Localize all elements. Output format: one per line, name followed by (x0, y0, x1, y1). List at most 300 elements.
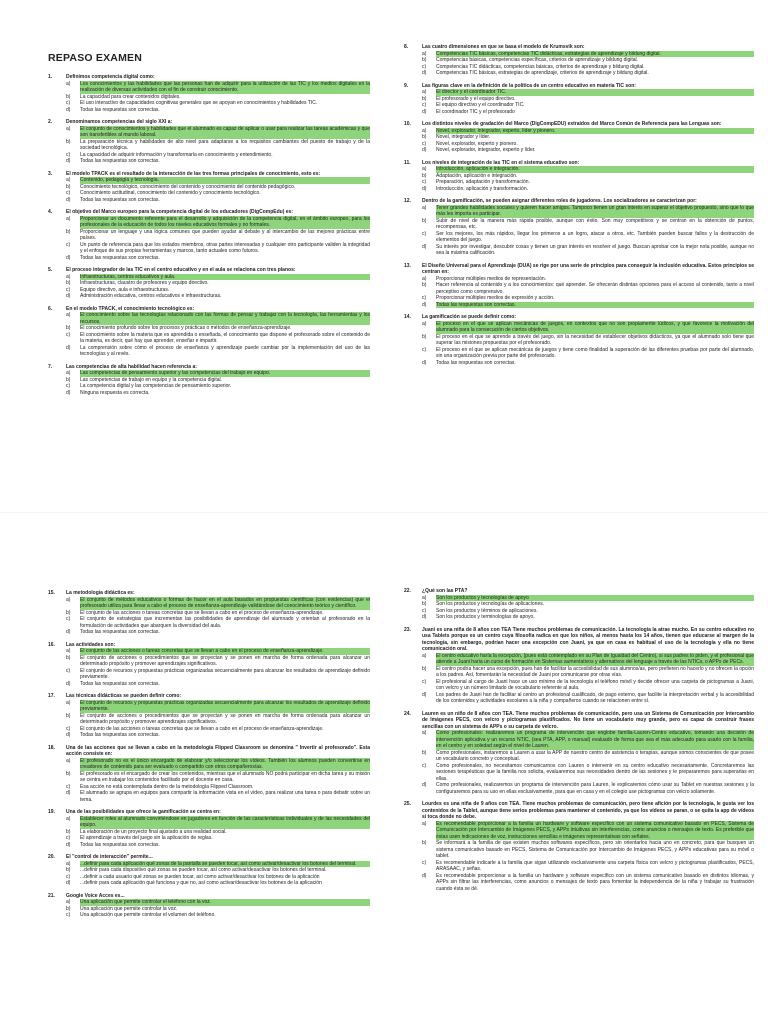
highlighted-answer-text: Es recomendable proporcionar a la familia un hardware y software específico con un sistema comunicativo basado en PECS, Sistema de Comunicación por Intercambio de Imágenes PECS, y APPs intuitivas sin interferencias, como anuncios o mensajes de texto. Es preferible que éstas usen indicaciones de voz, instrucciones sencillas e imágenes representativas con señales. (436, 820, 754, 840)
question-item (48, 745, 370, 804)
option-letter: b) (422, 749, 427, 756)
highlighted-answer-text: El conjunto de recursos y propuestas prácticas organizadas secuencialmente para alcanzar los resultados de aprendizaje definido previamente. (80, 699, 370, 712)
question-text: Una de las acciones que se llevan a cabo en la metodología Flipped Classroom se denomina " Invertir al profesorado". Esta acción consiste en: (66, 744, 370, 757)
highlighted-answer-text: Tener grandes habilidades sociales y quieren hacer amigos. Tampoco tienen un gran interés en superar el objetivo propuesto, sino que lo que más les importa es participar. (436, 204, 754, 217)
option-letter: d) (66, 196, 71, 203)
option-letter: a) (66, 177, 71, 183)
question-text: Denominamos competencias del siglo XXI a: (66, 119, 173, 125)
option-letter: b) (422, 665, 427, 672)
answer-option (66, 332, 370, 345)
option-letter: d) (66, 344, 71, 351)
option-letter: b) (66, 376, 71, 383)
option-letter: b) (66, 712, 71, 719)
answer-option (66, 255, 370, 262)
option-letter: d) (422, 614, 427, 620)
question-item (404, 121, 754, 154)
answer-option (66, 139, 370, 152)
option-text: Novel, explorador, integrador, experto y líder. (436, 147, 536, 153)
highlighted-answer-text: El conjunto de las acciones o tareas concretas que se llevan a cabo en el proceso de enseñanza-aprendizaje. (80, 648, 370, 655)
question-list (48, 512, 370, 919)
option-text: Todas las respuestas son correctas. (80, 158, 160, 164)
option-letter: a) (422, 166, 427, 172)
answer-option (66, 242, 370, 255)
question-text: Juani es una niña de 8 años con TEA Tiene muchos problemas de comunicación. La tecnología la atrae mucho. En su centro educativo no usa Tablets porque es un centro cuya filosofía radica en que los niños, al menos hasta los 14 años, tienen que educarse al margen de la tecnología, sin embargo, podrían hacer una excepción con Juani, ya que en casa es habitual el uso de la tecnología y ella no tiene comunicación oral. (422, 626, 754, 652)
option-letter: b) (66, 228, 71, 235)
question-text: En el modelo TPACK, el conocimiento tecnológico es: (66, 305, 195, 312)
question-body (66, 854, 370, 887)
highlighted-answer-text: El conocimiento sobre las tecnologías relacionado con las formas de pensar y trabajar con la tecnología, las herramientas y los recursos. (80, 312, 370, 325)
option-letter: c) (422, 762, 427, 769)
option-letter: b) (422, 172, 427, 179)
answer-option (422, 614, 754, 621)
question-item (48, 590, 370, 636)
question-text: El proceso integrador de las TIC en el centro educativo y en el aula se relaciona con tres planos: (66, 267, 296, 273)
question-list (404, 512, 754, 892)
question-body (66, 893, 370, 919)
option-text: La elaboración de un proyecto final ajustado a una realidad social. (80, 828, 227, 835)
question-text: Una de las posibilidades que ofrece la gamificación se centra en: (66, 809, 221, 815)
question-body (66, 642, 370, 688)
answer-option-correct (66, 126, 370, 139)
highlighted-answer-text: Todas las respuestas son correctas. (436, 302, 754, 309)
answer-option (66, 842, 370, 849)
option-letter: d) (422, 872, 427, 879)
option-letter: d) (66, 254, 71, 261)
question-number: 4. (48, 209, 53, 215)
question-body (66, 267, 370, 300)
answer-option (66, 668, 370, 681)
option-letter: d) (66, 389, 71, 396)
question-number: 23. (404, 626, 411, 633)
question-number: 1. (48, 74, 53, 80)
option-letter: a) (422, 89, 427, 95)
option-text: Novel, explorador, experto y pionero. (436, 140, 518, 147)
option-text: El conocimiento profundo sobre los procesos y prácticas o métodos de enseñanza-aprendizaje. (80, 325, 292, 331)
option-letter: d) (66, 629, 71, 635)
answer-option-correct (422, 821, 754, 841)
question-item (48, 893, 370, 919)
option-letter: c) (422, 607, 427, 614)
answer-option (66, 616, 370, 629)
option-letter: d) (66, 732, 71, 738)
question-item (48, 119, 370, 165)
option-text: El conjunto de las acciones o tareas concretas que se llevan a cabo en el proceso de enseñanza-aprendizaje. (80, 609, 324, 616)
option-letter: a) (66, 699, 71, 706)
answer-option (422, 231, 754, 244)
option-letter: d) (422, 301, 427, 308)
option-letter: c) (422, 678, 427, 685)
question-text: Las cuatro dimensiones en que se basa el modelo de Krumsvik son: (422, 44, 585, 50)
question-item (48, 306, 370, 358)
answer-option (422, 750, 754, 763)
question-item (48, 209, 370, 261)
option-letter: a) (422, 204, 427, 211)
question-body (422, 160, 754, 193)
answer-option (66, 229, 370, 242)
question-body (422, 627, 754, 705)
question-text: El "control de interacción" permite... (66, 854, 153, 860)
answer-option-correct (66, 597, 370, 610)
question-text: Las técnicas didácticas se pueden definir como: (66, 693, 182, 699)
question-text: El Diseño Universal para el Aprendizaje (DUA) se rige por una serie de principios para conseguir la inclusión educativa. Estos principios se centran en: (422, 262, 754, 275)
option-letter: b) (66, 93, 71, 100)
option-letter: b) (66, 609, 71, 616)
option-letter: c) (66, 100, 71, 106)
question-number: 5. (48, 267, 53, 273)
answer-option (66, 790, 370, 803)
question-body (422, 711, 754, 796)
answer-option (422, 679, 754, 692)
question-item (48, 171, 370, 204)
question-body (66, 171, 370, 204)
option-text: Todas las respuestas son correctas. (80, 629, 160, 635)
question-number: 9. (404, 82, 409, 89)
option-text: Ninguna respuesta es correcta. (80, 389, 150, 396)
option-text: ...definir para cada dispositivo qué zonas se pueden tocar, así como activar/desactivar los botones del terminal. (80, 867, 327, 873)
question-text: El objetivo del Marco europeo para la competencia digital de los educadores (DigCompEdu) es: (66, 209, 293, 215)
question-body (66, 209, 370, 261)
option-letter: c) (66, 286, 71, 293)
answer-option (422, 109, 754, 116)
option-text: Una aplicación que permite controlar la voz. (80, 905, 178, 912)
answer-option (66, 390, 370, 397)
question-text: Lauren es un niño de 8 años con TEA. Tiene muchos problemas de comunicación, pero usa un Sistema de Comunicación por Intercambio de Imágenes PECS, con velcro y pictogramas plastificados. No tiene un vocabulario muy grande, pero es capaz de construir frases sencillas con un sistema de APPs o su carpeta de velcro. (422, 710, 754, 730)
highlighted-answer-text: Competencias TIC básicas, competencias TIC didácticas, estrategias de aprendizaje y bildung digital. (436, 51, 754, 58)
option-text: Como profesionales, realizaremos un programa de intervención para Lauren, le explicaremos cómo usar su Tablet en nuestras sesiones y la configuraremos para su uso en ellas exclusivamente, para que en casa y en el colegio use pictogramas con velcro solamente. (436, 782, 754, 795)
option-letter: d) (422, 185, 427, 192)
option-text: La capacidad para crear contenidos digitales. (80, 93, 181, 100)
option-text: Las competencias de trabajo en equipo y la competencia digital. (80, 376, 223, 383)
answer-option (422, 282, 754, 295)
option-letter: a) (422, 594, 427, 601)
option-text: Proporcionar múltiples medios de expresión y acción. (436, 295, 555, 301)
question-list (48, 74, 370, 396)
question-number: 8. (404, 44, 409, 50)
option-letter: d) (66, 841, 71, 848)
option-text: Adaptación, aplicación e integración. (436, 172, 518, 179)
question-item (404, 83, 754, 116)
answer-option-correct (422, 321, 754, 334)
question-item (48, 693, 370, 739)
option-letter: b) (422, 57, 427, 63)
option-letter: c) (66, 383, 71, 389)
option-text: La comprensión sobre cómo el proceso de enseñanza y aprendizaje puede cambiar por la implementación del uso de las tecnologías y al revés. (80, 344, 370, 357)
option-text: Como profesionales, no necesitamos comunicarnos con Lauren o intervenir en su centro educativo necesariamente. Concretaremos las sesiones terapéuticas que la familia nos solicita, evaluaremos sus necesidades dentro de las sesiones y le prepararemos para superarlas en ellas. (436, 762, 754, 782)
option-letter: d) (422, 70, 427, 76)
option-text: Competencias básicas, competencias específicas, criterios de aprendizaje y bildung digital. (436, 57, 639, 63)
option-text: Todas las respuestas son correctas. (80, 841, 160, 848)
question-text: Los distintos niveles de gradación del Marco (DigCompEDU) extraídos del Marco Común de Referencia para las Lenguas son: (422, 121, 722, 127)
answer-option (422, 244, 754, 257)
option-letter: b) (422, 217, 427, 224)
option-text: El equipo directivo y el coordinador TIC. (436, 102, 525, 108)
option-letter: c) (422, 346, 427, 353)
question-text: ¿Qué son las PTA? (422, 588, 468, 594)
option-text: El centro podría hacer una excepción, pues han de facilitar la accesibilidad de sus alumnos/as, pero prefieren no hacerlo y no ofrecen la opción a los padres. Así, fomentarán la necesidad de Juani por comunicarse por otras vías. (436, 665, 754, 678)
answer-option (66, 713, 370, 726)
option-letter: a) (66, 215, 71, 222)
option-letter: a) (422, 275, 427, 282)
question-item (404, 627, 754, 705)
question-number: 15. (48, 590, 55, 596)
option-letter: a) (422, 127, 427, 134)
option-text: Subir de nivel de la manera más rápida posible, aunque con éxito. Son muy competitivos y se centran en la obtención de puntos, recompensas, etc. (436, 217, 754, 230)
question-item (48, 364, 370, 397)
answer-option-correct (66, 81, 370, 94)
question-number: 13. (404, 262, 411, 269)
question-text: Lourdes es una niña de 9 años con TEA. Tiene muchos problemas de comunicación, pero tiene afición por la tecnología, le gusta ver los contenidos de la Tablet, aunque tiene serios problemas para mantener el contenido, ya que los vídeos se paran, o se quita la app de vídeos si toca donde no debe. (422, 801, 754, 820)
question-body (422, 801, 754, 892)
option-letter: a) (66, 370, 71, 376)
option-text: El profesorado y el equipo directivo. (436, 95, 516, 102)
option-text: Equipo directivo, aula e infraestructuras. (80, 286, 170, 293)
answer-option (422, 360, 754, 367)
question-text: Las figuras clave en la definición de la política de un centro educativo en materia TIC son: (422, 82, 636, 89)
question-text: Dentro de la gamificación, se pueden asignar diferentes roles de jugadores. Los socializadores se caracterizan por: (422, 198, 697, 204)
answer-option (66, 345, 370, 358)
answer-option (422, 782, 754, 795)
highlighted-answer-text: El centro educativo haría la excepción, (pues está contemplado en su Plan de Igualdad del Centro), si sus padres lo piden, y el profesional que atiende a Juani haría un curso de formación en Sistemas aumentativos y alternativos del lenguaje a través de las NTICs, o APPs de PECs. (436, 652, 754, 665)
question-number: 18. (48, 744, 55, 751)
highlighted-answer-text: ...definir para cada aplicación qué zonas de la pantalla se pueden tocar, así como activar/desactivar los botones del terminal. (80, 861, 370, 868)
option-letter: a) (66, 80, 71, 87)
option-text: Un punto de referencia para que los estados miembros, otras partes interesadas y cualquier otro participante validen la integridad y el enfoque de sus propias herramientas y marcos, tanto actuales como futuros. (80, 241, 370, 254)
question-number: 10. (404, 121, 411, 127)
question-number: 11. (404, 159, 411, 166)
answer-option (66, 197, 370, 204)
answer-option (66, 158, 370, 165)
answer-option (422, 218, 754, 231)
question-item (404, 588, 754, 621)
answer-option (66, 732, 370, 739)
option-letter: a) (66, 596, 71, 603)
option-text: Todas las respuestas son correctas. (80, 106, 160, 113)
answer-option (422, 70, 754, 77)
option-text: El aprendizaje a través del juego sin la aplicación de reglas. (80, 835, 213, 841)
option-text: Se informará a la familia de que existen muchos softwares específicos, pero sin orientarlos hacia uno en concreto, para que busquen un sistema comunicativo basado en PECS, Sistema de Comunicación por Intercambio de Imágenes PECS, y APPs educativas para su móvil o tablet. (436, 840, 754, 859)
answer-option (66, 880, 370, 887)
option-text: Novel, integrador y líder. (436, 134, 491, 140)
answer-option (422, 147, 754, 154)
question-text: Google Voice Acces es... (66, 892, 125, 899)
answer-option-correct (66, 758, 370, 771)
answer-option (422, 840, 754, 860)
highlighted-answer-text: El conjunto de conocimientos y habilidades que el alumnado es capaz de aplicar o usar para realizar las tareas académicas y que son transferibles al mundo laboral. (80, 125, 370, 138)
option-letter: d) (66, 680, 71, 687)
option-letter: c) (66, 616, 71, 622)
option-text: ...definir para cada aplicación qué funciona y que no, así como activar/desactivar los botones de la aplicación (80, 880, 322, 886)
option-text: Ser los mejores, los más rápidos, llegar los primeros a un logro, atacar a otros, etc. También pueden buscar fallos y la destrucción de elementos del juego. (436, 230, 754, 243)
answer-option-correct (422, 730, 754, 750)
option-letter: b) (66, 325, 71, 331)
question-text: Los niveles de integración de las TIC en el sistema educativo son: (422, 159, 580, 166)
option-letter: a) (66, 815, 71, 822)
answer-option-correct (422, 302, 754, 309)
question-item (48, 809, 370, 848)
option-letter: d) (66, 106, 71, 113)
highlighted-answer-text: Como profesionales: realizaremos un programa de intervención que englobe familia-Lauren-Centro educativo, tomando una decisión de intervención aplicativa y un recurso NTIC, (sea PTA, APP, o manual) evaluado de forma que sea el más adecuado para usarlo con la familia, en el centro y en soledad según el nivel de Lauren. (436, 730, 754, 749)
option-letter: c) (422, 102, 427, 108)
question-body (66, 693, 370, 739)
option-text: Es recomendable proporcionar a la familia un hardware y software específico con un sistema comunicativo basado en distintos idiomas, y APPs sin filtrar las interferencias, como anuncios o mensajes de texto para fomentar la independencia de la niña y trabajar su frustración cuando ésta se dé. (436, 872, 754, 892)
question-text: La gamificación se puede definir como: (422, 314, 516, 320)
option-text: La preparación técnica y habilidades de alto nivel para adaptarse a los requisitos cambiantes del puesto de trabajo y de la sociedad tecnológica. (80, 138, 370, 151)
question-item (48, 854, 370, 887)
option-text: El uso interactivo de capacidades cognitivas generales que se apoyan en conocimientos y habilidades TIC. (80, 100, 318, 106)
question-item (404, 198, 754, 257)
option-text: Como profesionales, instaremos a Lauren a usar la APP de nuestro centro de asistencia o terapias, aunque somos conscientes de que posee un vocabulario concreto y conceptual. (436, 749, 754, 762)
question-number: 14. (404, 314, 411, 320)
question-item (404, 801, 754, 892)
answer-option-correct (422, 205, 754, 218)
question-item (404, 314, 754, 366)
option-text: El conocimiento sobre la materia que es aprendida o enseñada, el conocimiento que dispone el profesorado sobre el contenido de la materia, es decir, qué hay que aprender, enseñar e impartir. (80, 331, 370, 344)
highlighted-answer-text: Establecer roles al alumnado convirtiéndose en jugadores en función de las características individuales y de las necesidades del equipo. (80, 815, 370, 828)
answer-option-correct (66, 216, 370, 229)
answer-option-correct (66, 312, 370, 325)
option-letter: a) (66, 273, 71, 280)
option-text: Proporcionar múltiples medios de representación. (436, 275, 547, 282)
answer-option (422, 873, 754, 893)
option-letter: c) (66, 912, 71, 918)
question-number: 22. (404, 588, 411, 594)
option-text: El conjunto de estrategias que incrementan las posibilidades de aprendizaje del alumnado y orientan al profesorado en la formulación de actividades que abarquen la diversidad del aula. (80, 616, 370, 629)
question-body (422, 198, 754, 257)
question-body (66, 809, 370, 848)
question-body (66, 364, 370, 397)
option-text: Conocimiento actitudinal, conocimiento del contenido y conocimiento tecnológico. (80, 190, 261, 196)
highlighted-answer-text: El conjunto de métodos educativos o formas de hacer en el aula basados en propuestas científicas (con evidencias) que el profesorado utiliza para llevar a cabo el proceso de enseñanza-aprendizaje validándose del conocimiento teórico y científico. (80, 596, 370, 609)
option-text: Todas las respuestas son correctas. (80, 254, 160, 261)
option-letter: a) (66, 860, 71, 867)
answer-option-correct (66, 816, 370, 829)
option-letter: b) (422, 282, 427, 288)
option-letter: c) (66, 190, 71, 196)
question-number: 6. (48, 305, 53, 312)
answer-option (422, 186, 754, 193)
option-letter: d) (66, 880, 71, 886)
highlighted-answer-text: El profesorado no es el único encargado de elaborar y/o seleccionar los vídeos. También los alumnos pueden convertirse en creadores de contenido para ser evaluado o compartido con otros compañeros/as. (80, 757, 370, 770)
question-body (66, 119, 370, 165)
question-text: La metodología didáctica es: (66, 590, 135, 596)
question-item (48, 642, 370, 688)
option-letter: c) (66, 873, 71, 880)
question-body (66, 74, 370, 113)
question-number: 24. (404, 710, 411, 717)
option-text: Todas las respuestas son correctas. (80, 196, 160, 203)
question-number: 2. (48, 119, 53, 125)
option-letter: d) (422, 359, 427, 366)
option-letter: a) (422, 820, 427, 827)
question-number: 20. (48, 854, 55, 860)
option-letter: a) (422, 652, 427, 659)
question-body (422, 588, 754, 621)
question-body (66, 745, 370, 804)
option-letter: b) (66, 654, 71, 661)
question-item (48, 267, 370, 300)
question-number: 25. (404, 801, 411, 807)
answer-option (66, 107, 370, 114)
question-text: Las competencias de alta habilidad hacen referencia a: (66, 363, 197, 370)
question-body (422, 83, 754, 116)
option-letter: c) (422, 295, 427, 301)
option-text: Su interés por investigar, descubrir cosas y tienen un gran interés en resolver el juego. Buscan aprobar con la mejor nota posible, aunque no sea la máxima calificación. (436, 243, 754, 256)
option-text: Son los productos y tecnologías de aplicaciones. (436, 601, 545, 607)
option-letter: c) (66, 331, 71, 338)
page-title: REPASO EXAMEN (48, 52, 143, 64)
option-text: Introducción, aplicación y transformación. (436, 185, 528, 192)
question-number: 21. (48, 892, 55, 899)
highlighted-answer-text: El director y el coordinador TIC. (436, 89, 754, 96)
highlighted-answer-text: Los conocimientos y las habilidades que las personas han de adquirir para la utilización de las TIC y los medios digitales en la realización de diversas actividades con el fin de construir conocimiento. (80, 80, 370, 93)
option-text: El conjunto de las acciones o tareas concretas que se llevan a cabo en el proceso de enseñanza-aprendizaje. (80, 725, 324, 732)
question-body (422, 121, 754, 154)
question-item (48, 74, 370, 113)
question-body (422, 314, 754, 366)
answer-option (422, 334, 754, 347)
option-text: Son los productos y términos de aplicaciones. (436, 607, 538, 614)
option-text: Es recomendable indicarle a la familia que sigan utilizando exclusivamente una carpeta física con velcro y pictogramas plastificados, PECS, ARASAAC, y señas. (436, 859, 754, 872)
option-letter: b) (422, 601, 427, 607)
option-letter: c) (66, 667, 71, 674)
question-number: 3. (48, 170, 53, 177)
option-letter: c) (422, 140, 427, 147)
answer-option (422, 763, 754, 783)
highlighted-answer-text: Las competencias de pensamiento superior y las competencias del trabajo en equipo. (80, 370, 370, 377)
question-list (404, 0, 754, 366)
option-letter: b) (66, 183, 71, 190)
highlighted-answer-text: Novel, explorador, integrador, experto, líder y pionero. (436, 128, 754, 135)
answer-option-correct (422, 653, 754, 666)
option-letter: d) (66, 293, 71, 299)
option-letter: c) (422, 179, 427, 185)
option-letter: a) (66, 125, 71, 132)
option-letter: c) (422, 230, 427, 237)
page-top-left (0, 0, 384, 512)
answer-option-correct (66, 700, 370, 713)
option-letter: a) (66, 312, 71, 318)
option-text: Una aplicación que permite controlar el volumen del teléfono. (80, 912, 216, 918)
option-text: Todas las respuestas son correctas. (80, 680, 160, 687)
option-letter: b) (66, 905, 71, 912)
option-letter: a) (422, 730, 427, 736)
highlighted-answer-text: Son los productos y tecnologías de apoyo (436, 595, 754, 602)
highlighted-answer-text: Contenido, pedagogía y tecnología. (80, 177, 370, 184)
option-letter: d) (422, 147, 427, 153)
option-text: El proceso en el que se aplican mecánicas de juegos y tiene como finalidad la superación de las diferentes pruebas por parte del alumnado, sin una organización previa por parte del profesorado. (436, 346, 754, 359)
option-text: El coordinador TIC y el profesorado (436, 108, 515, 115)
answer-option (422, 692, 754, 705)
option-letter: a) (66, 757, 71, 764)
page-bottom-right (384, 512, 768, 1024)
answer-option (66, 912, 370, 919)
answer-option (422, 666, 754, 679)
option-text: El proceso en el que se aprende a través del juego, sin la necesidad de establecer objetivos didácticos, ya que el alumnado solo tiene que superar las misiones propuestas por el profesorado. (436, 333, 754, 346)
option-text: El conjunto de acciones o procedimientos que se proyectan y se ponen en marcha de forma ordenada para alcanzar un determinado propósito y promover aprendizajes significativos. (80, 712, 370, 725)
answer-option (422, 347, 754, 360)
option-letter: d) (422, 243, 427, 250)
option-letter: c) (422, 63, 427, 70)
option-text: Todas las respuestas son correctas. (436, 359, 516, 366)
option-letter: a) (66, 648, 71, 654)
option-text: Todas las respuestas son correctas. (80, 732, 160, 738)
option-letter: a) (66, 899, 71, 905)
question-body (422, 44, 754, 77)
option-text: Esa acción no está contemplada dentro de la metodología Flipped Classroom. (80, 783, 254, 790)
question-number: 16. (48, 641, 55, 648)
option-text: Competencias TIC didácticas, competencias básicas, criterios de aprendizaje y bildung digital. (436, 63, 645, 70)
option-letter: d) (422, 691, 427, 698)
